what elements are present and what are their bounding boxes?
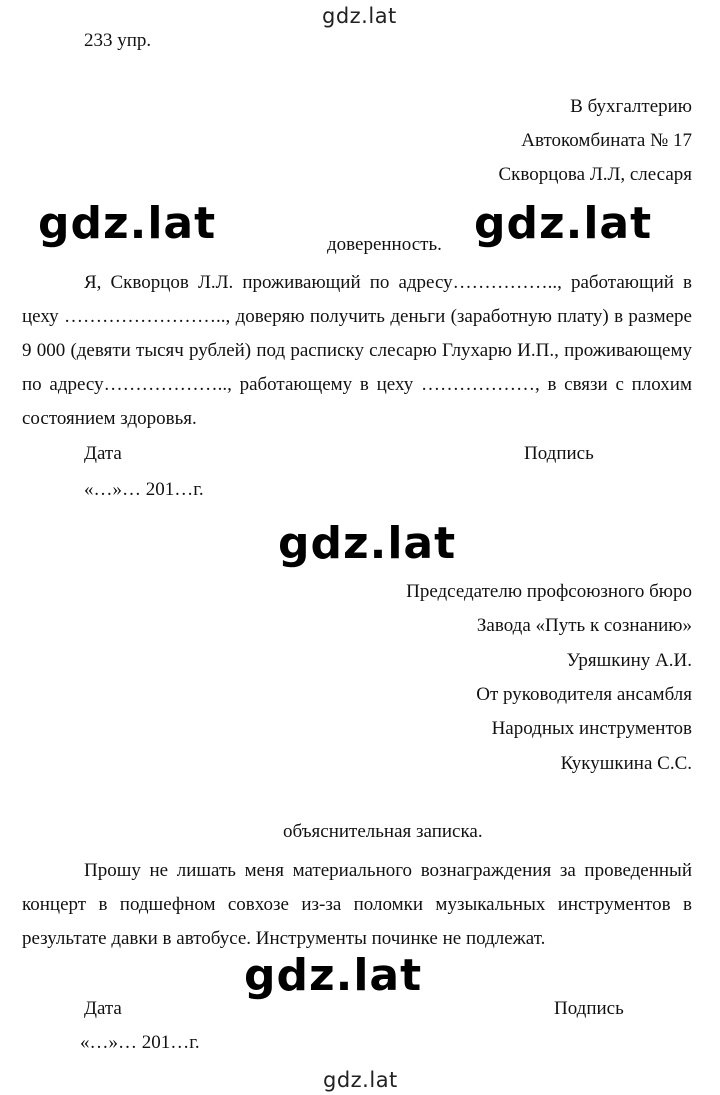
watermark-center: gdz.lat: [278, 518, 457, 569]
doc2-signature-label: Подпись: [554, 998, 624, 1019]
watermark-top: gdz.lat: [322, 4, 397, 28]
watermark-right: gdz.lat: [474, 198, 653, 249]
doc1-date-label: Дата: [84, 443, 122, 464]
doc1-addressee-line-3: Скворцова Л.Л, слесаря: [498, 164, 692, 185]
watermark-left: gdz.lat: [38, 198, 217, 249]
doc2-addressee-line-3: Уряшкину А.И.: [566, 650, 692, 671]
doc2-date-label: Дата: [84, 998, 122, 1019]
doc1-body: Я, Скворцов Л.Л. проживающий по адресу…………….., работающий в цеху …………………….., доверяю получить деньги (заработную плату) в размере 9 000 (девяти тысяч рублей) под расписку слесарю Глухарю И.П., проживающему по адресу……………….., работающему в цеху ………………, в связи с плохим состоянием здоровья.: [22, 272, 692, 429]
exercise-label: 233 упр.: [84, 30, 152, 51]
doc2-addressee-line-6: Кукушкина С.С.: [560, 753, 692, 774]
doc1-date-value: «…»… 201…г.: [84, 479, 204, 500]
watermark-lower: gdz.lat: [244, 950, 423, 1001]
doc2-body: Прошу не лишать меня материального вознаграждения за проведенный концерт в подшефном совхозе из-за поломки музыкальных инструментов в результате давки в автобусе. Инструменты починке не подлежат.: [22, 860, 692, 949]
doc2-date-value: «…»… 201…г.: [80, 1032, 200, 1053]
doc1-title: доверенность.: [327, 234, 442, 255]
doc2-addressee-line-5: Народных инструментов: [491, 718, 692, 739]
doc2-title: объяснительная записка.: [283, 821, 483, 842]
doc2-addressee-line-1: Председателю профсоюзного бюро: [406, 581, 692, 602]
doc1-signature-label: Подпись: [524, 443, 594, 464]
doc1-addressee-line-2: Автокомбината № 17: [521, 130, 692, 151]
watermark-bottom: gdz.lat: [323, 1068, 398, 1092]
doc2-addressee-line-2: Завода «Путь к сознанию»: [476, 615, 692, 636]
doc2-addressee-line-4: От руководителя ансамбля: [476, 684, 692, 705]
doc1-addressee-line-1: В бухгалтерию: [570, 96, 692, 117]
